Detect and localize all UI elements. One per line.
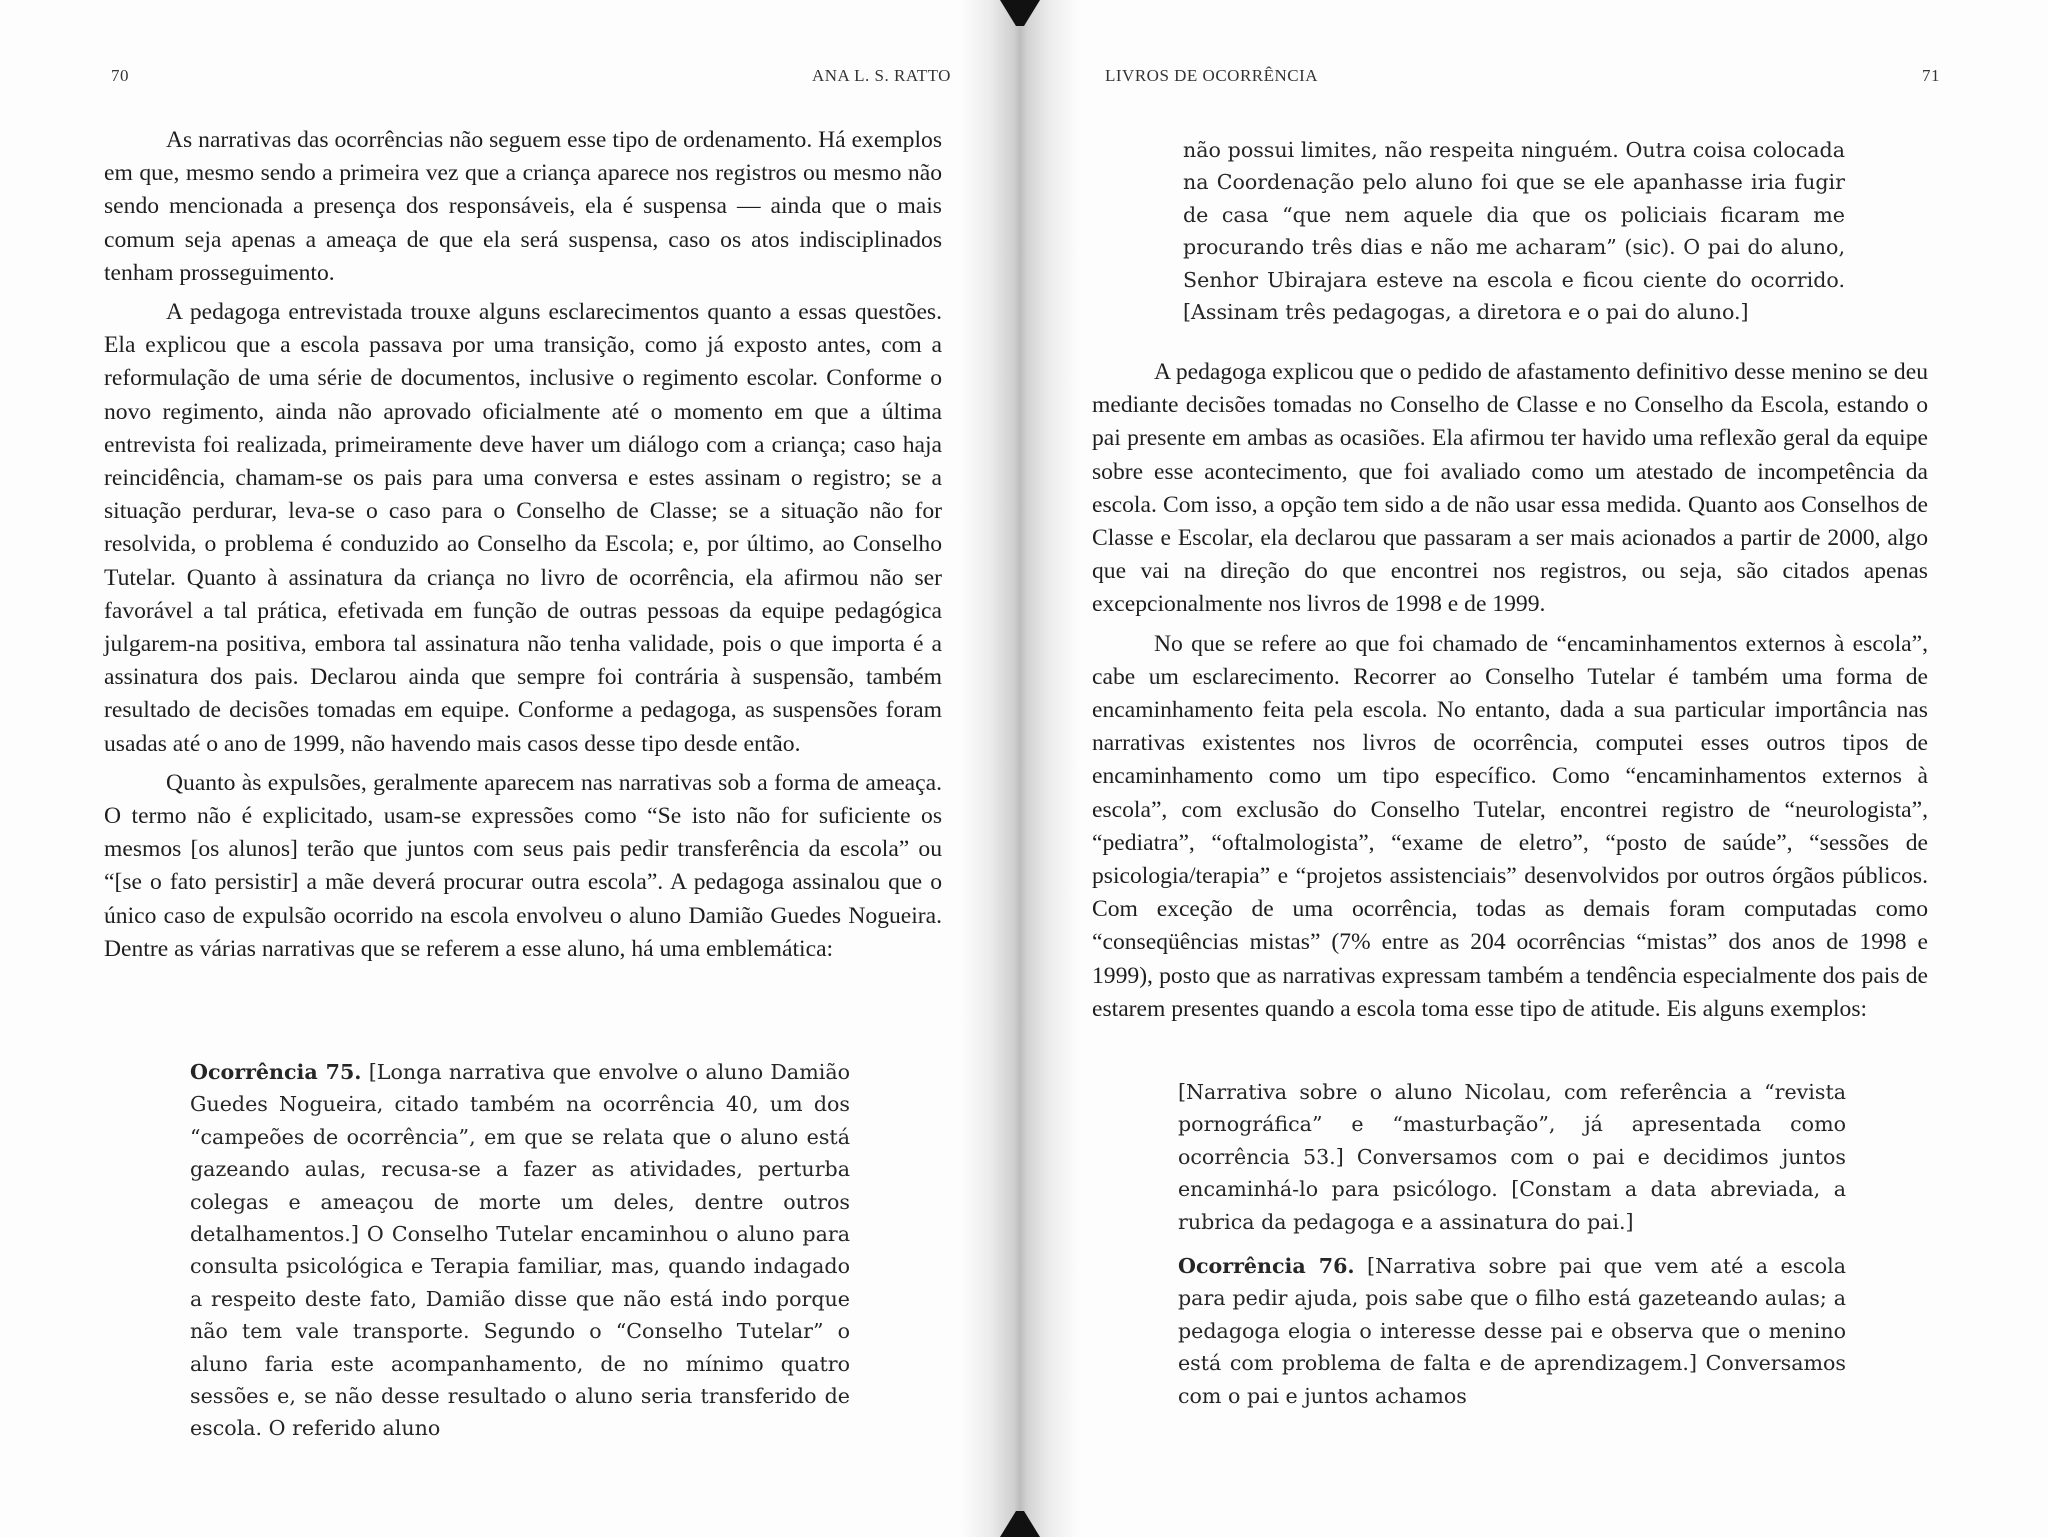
left-page <box>0 0 990 1537</box>
block-quote-ocorrencia-75 <box>190 1056 850 1457</box>
quote-text: [Narrativa sobre o aluno Nicolau, com referência a “revista pornográfica” e “masturbação”, já apresentada como ocorrência 53.] Conversamos com o pai e decidimos juntos encaminhá-lo para psicólogo. [Constam a data abreviada, a rubrica da pedagoga e a assinatura do pai.] <box>1178 1080 1846 1234</box>
quote-text: não possui limites, não respeita ninguém. Outra coisa colocada na Coordenação pelo aluno foi que se ele apanhasse iria fugir de casa “que nem aquele dia que os policiais ficaram me procurando três dias e não me acharam” (sic). O pai do aluno, Senhor Ubirajara esteve na escola e ficou ciente do ocorrido. [Assinam três pedagogas, a diretora e o pai do aluno.] <box>1183 138 1845 325</box>
quote-text: [Narrativa sobre pai que vem até a escola para pedir ajuda, pois sabe que o filho está gazeteando aulas; a pedagoga elogia o interesse desse pai e observa que o menino está com problema de falta e de aprendizagem.] Conversamos com o pai e juntos achamos <box>1178 1254 1846 1408</box>
paragraph: As narrativas das ocorrências não seguem esse tipo de ordenamento. Há exemplos em que, mesmo sendo a primeira vez que a criança aparece nos registros ou mesmo não sendo mencionada a presença dos responsáveis, ela é suspensa — ainda que o mais comum seja apenas a ameaça de que ela será suspensa, caso os atos indisciplinados tenham prosseguimento. <box>104 127 942 286</box>
quote-text: [Longa narrativa que envolve o aluno Damião Guedes Nogueira, citado também na ocorrência 40, um dos “campeões de ocorrência”, em que se relata que o aluno está gazeando aulas, recusa-se a fazer as atividades, perturba colegas e ameaçou de morte um deles, dentre outros detalhamentos.] O Conselho Tutelar encaminhou o aluno para consulta psicológica e Terapia familiar, mas, quando indagado a respeito deste fato, Damião disse que não está indo porque não tem vale transporte. Segundo o “Conselho Tutelar” o aluno faria este acompanhamento, de no mínimo quatro sessões e, se não desse resultado o aluno seria transferido de escola. O referido aluno <box>190 1060 850 1441</box>
left-running-head: ANA L. S. RATTO <box>812 66 951 85</box>
paragraph: A pedagoga explicou que o pedido de afastamento definitivo desse menino se deu mediante decisões tomadas no Conselho de Classe e no Conselho da Escola, estando o pai presente em ambas as ocasiões. Ela afirmou ter havido uma reflexão geral da equipe sobre esse acontecimento, que foi avaliado como um atestado de incompetência da escola. Com isso, a opção tem sido a de não usar essa medida. Quanto aos Conselhos de Classe e Escolar, ela declarou que passaram a ser mais acionados a partir de 2000, algo que vai na direção do que encontrei nos registros, ou seja, são citados apenas excepcionalmente nos livros de 1998 e de 1999. <box>1092 359 1928 618</box>
paragraph: A pedagoga entrevistada trouxe alguns esclarecimentos quanto a essas questões. Ela explicou que a escola passava por uma transição, como já exposto antes, com a reformulação de uma série de documentos, inclusive o regimento escolar. Conforme o novo regimento, ainda não aprovado oficialmente até o momento em que a última entrevista foi realizada, primeiramente deve haver um diálogo com a criança; caso haja reincidência, chamam-se os pais para uma conversa e estes assinam o registro; se a situação perdurar, leva-se o caso para o Conselho de Classe; se a situação não for resolvida, o problema é conduzido ao Conselho da Escola; e, por último, ao Conselho Tutelar. Quanto à assinatura da criança no livro de ocorrência, ela afirmou não ser favorável a tal prática, efetivada em função de outras pessoas da equipe pedagógica julgarem-na positiva, embora tal assinatura não tenha validade, pois o que importa é a assinatura dos pais. Declarou ainda que sempre foi contrária à suspensão, também resultado de decisões tomadas em equipe. Conforme a pedagoga, as suspensões foram usadas até o ano de 1999, não havendo mais casos desse tipo desde então. <box>104 299 942 757</box>
right-page <box>1070 0 2048 1537</box>
paragraph: No que se refere ao que foi chamado de “encaminhamentos externos à escola”, cabe um esclarecimento. Recorrer ao Conselho Tutelar é também uma forma de encaminhamento feita pela escola. No entanto, dada a sua particular importância nas narrativas existentes nos livros de ocorrência, computei esses outros tipos de encaminhamento como um tipo específico. Como “encaminhamentos externos à escola”, com exclusão do Conselho Tutelar, encontrei registro de “neurologista”, “pediatra”, “oftalmologista”, “exame de eletro”, “posto de saúde”, “sessões de psicologia/terapia” e “projetos assistenciais” desenvolvidos por outros órgãos públicos. Com exceção de uma ocorrência, todas as demais foram computadas como “conseqüências mistas” (7% entre as 204 ocorrências “mistas” dos anos de 1998 e 1999), posto que as narrativas expressam também a tendência especialmente dos pais de estarem presentes quando a escola toma esse tipo de atitude. Eis alguns exemplos: <box>1092 630 1928 1022</box>
block-quote-continuation <box>1183 134 1845 340</box>
right-page-number: 71 <box>1922 66 1940 85</box>
right-running-head: LIVROS DE OCORRÊNCIA <box>1105 66 1319 85</box>
left-page-number: 70 <box>111 66 129 85</box>
quote-label: Ocorrência 76. <box>1178 1254 1355 1279</box>
left-body-text <box>104 124 942 972</box>
quote-label: Ocorrência 75. <box>190 1060 362 1084</box>
right-body-text <box>1092 356 1928 1032</box>
paragraph: Quanto às expulsões, geralmente aparecem nas narrativas sob a forma de ameaça. O termo não é explicitado, usam-se expressões como “Se isto não for suficiente os mesmos [os alunos] terão que juntos com seus pais pedir transferência da escola” ou “[se o fato persistir] a mãe deverá procurar outra escola”. A pedagoga assinalou que o único caso de expulsão ocorrido na escola envolveu o aluno Damião Guedes Nogueira. Dentre as várias narrativas que se referem a esse aluno, há uma emblemática: <box>104 769 942 962</box>
block-quotes-examples <box>1178 1076 1846 1424</box>
